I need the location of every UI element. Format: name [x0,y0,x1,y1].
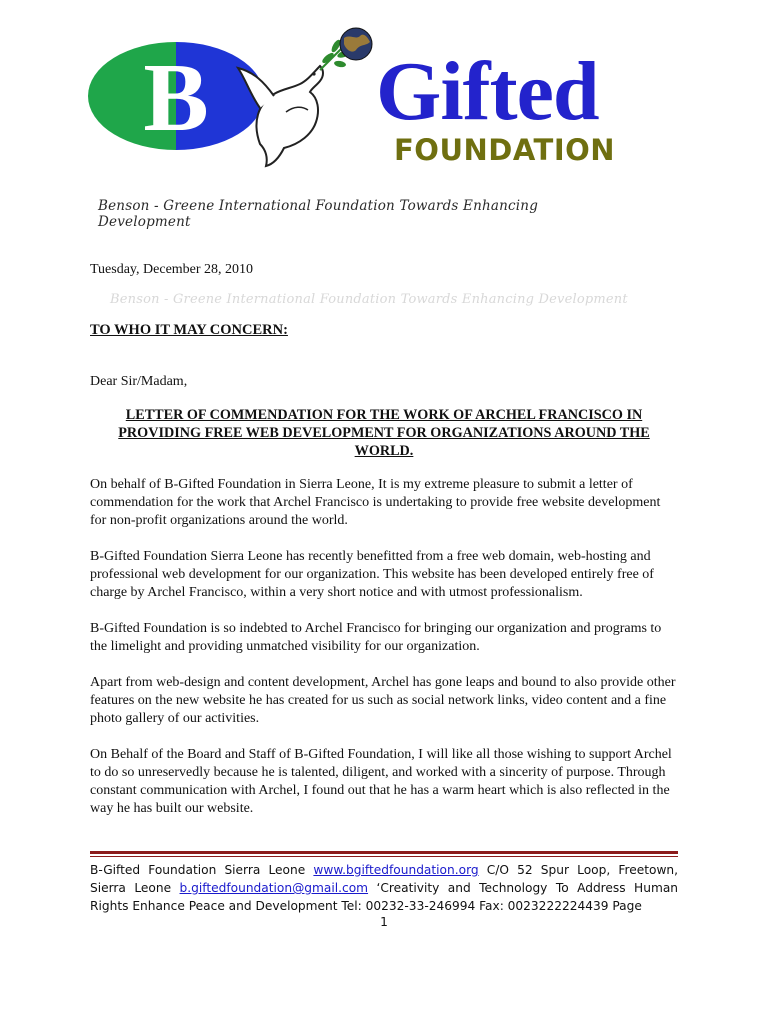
body-paragraph: Apart from web-design and content development, Archel has gone leaps and bound to also provide other features on the new website he has created for us such as social network links, video content and a fine photo gallery of our activities. [90,675,676,726]
tagline: Benson - Greene International Foundation Towards Enhancing Development [98,198,539,230]
addressee-heading: TO WHO IT MAY CONCERN: [90,322,288,338]
body-paragraph: On Behalf of the Board and Staff of B-Gifted Foundation, I will like all those wishing to support Archel to do so unreservedly because he is talented, diligent, and worked with a sincerity of purpose. Through constant communication with Archel, I found out that he has a warm heart which is also reflected in the way he has built our website. [90,747,672,816]
footer-org: B-Gifted Foundation Sierra Leone [90,863,306,877]
page-number: 1 [380,915,388,929]
subject-heading: LETTER OF COMMENDATION FOR THE WORK OF ARCHEL FRANCISCO IN PROVIDING FREE WEB DEVELOPMENT FOR ORGANIZATIONS AROUND THE WORLD. [118,407,650,459]
body-paragraph: B-Gifted Foundation Sierra Leone has recently benefitted from a free web domain, web-hosting and professional web development for our organization. This website has been developed entirely free of charge by Archel Francisco, within a very short notice and with utmost professionalism. [90,549,654,600]
body-paragraph: On behalf of B-Gifted Foundation in Sierra Leone, It is my extreme pleasure to submit a letter of commendation for the work that Archel Francisco is undertaking to provide free website development for non-profit organizations around the world. [90,477,661,528]
logo-letter: B [143,44,209,152]
email-link[interactable]: b.giftedfoundation@gmail.com [179,881,369,895]
footer [90,861,678,915]
foundation-logo [88,26,378,176]
letter-body [90,476,680,836]
body-paragraph: B-Gifted Foundation is so indebted to Archel Francisco for bringing our organization and programs to the limelight and providing unmatched visibility for our organization. [90,621,662,654]
watermark-text: Benson - Greene International Foundation Towards Enhancing Development [110,292,628,307]
website-link[interactable]: www.bgiftedfoundation.org [313,863,479,877]
footer-divider [90,856,678,857]
footer-divider [90,851,678,854]
brand-subtitle: FOUNDATION [394,133,616,167]
globe-icon [340,28,372,60]
letterhead [0,0,768,240]
brand-name: Gifted [376,45,599,138]
letter-date: Tuesday, December 28, 2010 [90,262,254,277]
footer-address: C/O 52 Spur Loop, Freetown, Sierra Leone [90,863,679,895]
footer-contacts: ‘Creativity and Technology To Address Human Rights Enhance Peace and Development Tel: 00232-33-246994 Fax: 0023222224439 Page [90,881,679,913]
salutation: Dear Sir/Madam, [90,374,188,389]
